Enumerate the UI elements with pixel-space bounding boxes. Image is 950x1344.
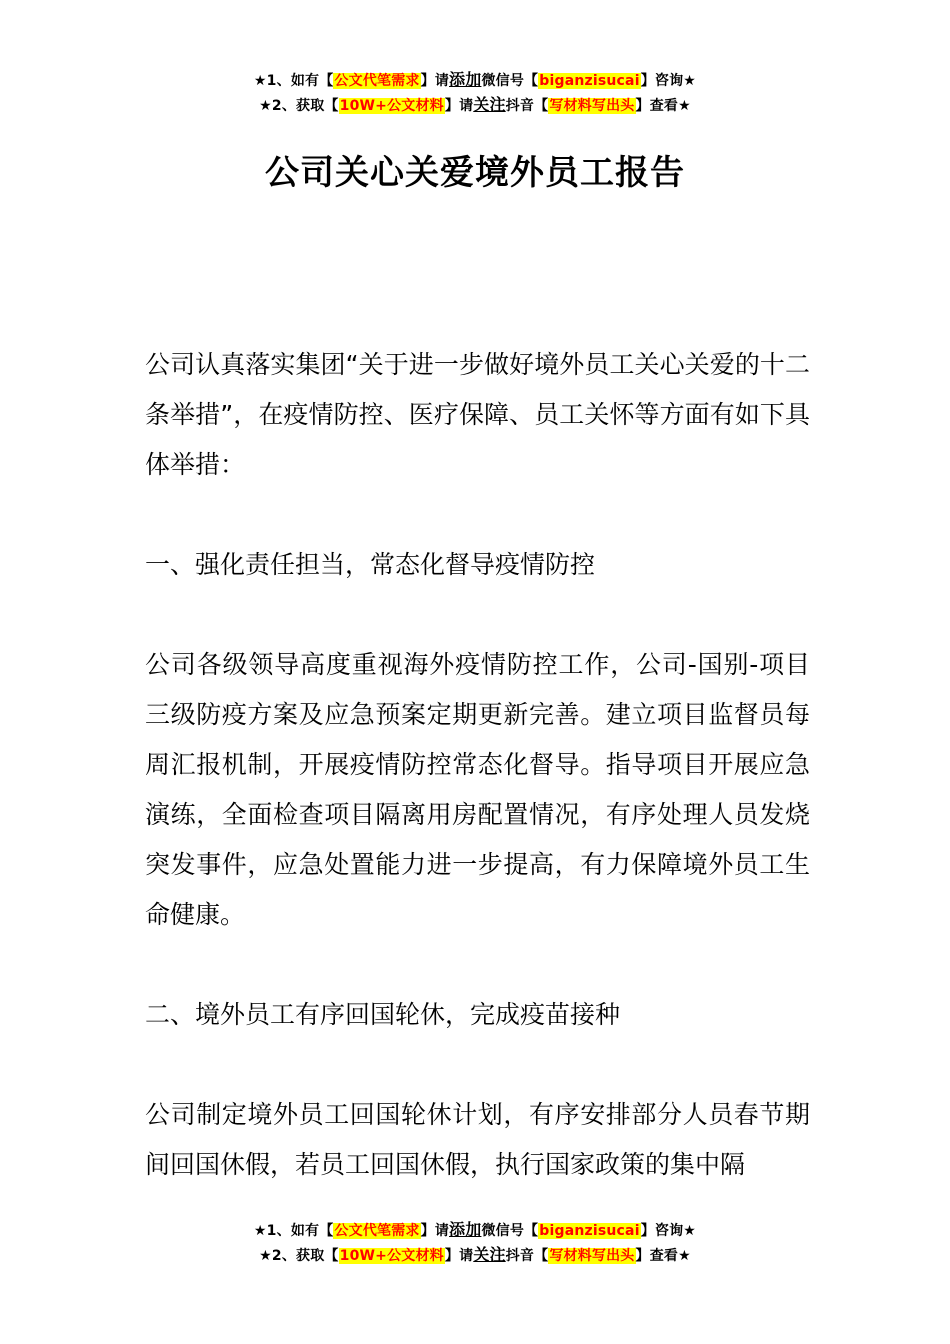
header-banner — [0, 68, 950, 118]
paragraph-intro: 公司认真落实集团“关于进一步做好境外员工关心关爱的十二条举措”，在疫情防控、医疗保障、员工关怀等方面有如下具体举措： — [145, 350, 810, 479]
highlight-materials: 10W+公文材料 — [339, 98, 444, 114]
banner-line-1: ★1、如有【公文代笔需求】请添加微信号【biganzisucai】咨询★ — [253, 1220, 697, 1239]
document-body — [145, 340, 810, 1240]
highlight-service: 公文代笔需求 — [334, 1223, 420, 1239]
banner-line-1: ★1、如有【公文代笔需求】请添加微信号【biganzisucai】咨询★ — [253, 70, 697, 89]
highlight-douyin-account: 写材料写出头 — [549, 98, 635, 114]
footer-banner — [0, 1218, 950, 1268]
banner-line-2: ★2、获取【10W+公文材料】请关注抖音【写材料写出头】查看★ — [259, 95, 691, 114]
highlight-wechat-id: biganzisucai — [539, 73, 640, 89]
paragraph-section-1: 公司各级领导高度重视海外疫情防控工作，公司-国别-项目三级防疫方案及应急预案定期更新完善。建立项目监督员每周汇报机制，开展疫情防控常态化督导。指导项目开展应急演练，全面检查项目隔离用房配置情况，有序处理人员发烧突发事件，应急处置能力进一步提高，有力保障境外员工生命健康。 — [145, 650, 810, 929]
highlight-wechat-id: biganzisucai — [539, 1223, 640, 1239]
section-heading-1: 一、强化责任担当，常态化督导疫情防控 — [145, 550, 596, 579]
highlight-materials: 10W+公文材料 — [339, 1248, 444, 1264]
highlight-service: 公文代笔需求 — [334, 73, 420, 89]
document-title: 公司关心关爱境外员工报告 — [265, 153, 685, 193]
section-heading-2: 二、境外员工有序回国轮休，完成疫苗接种 — [145, 1000, 621, 1029]
highlight-douyin-account: 写材料写出头 — [549, 1248, 635, 1264]
banner-line-2: ★2、获取【10W+公文材料】请关注抖音【写材料写出头】查看★ — [259, 1245, 691, 1264]
paragraph-section-2: 公司制定境外员工回国轮休计划，有序安排部分人员春节期间回国休假，若员工回国休假，执行国家政策的集中隔 — [145, 1100, 810, 1179]
